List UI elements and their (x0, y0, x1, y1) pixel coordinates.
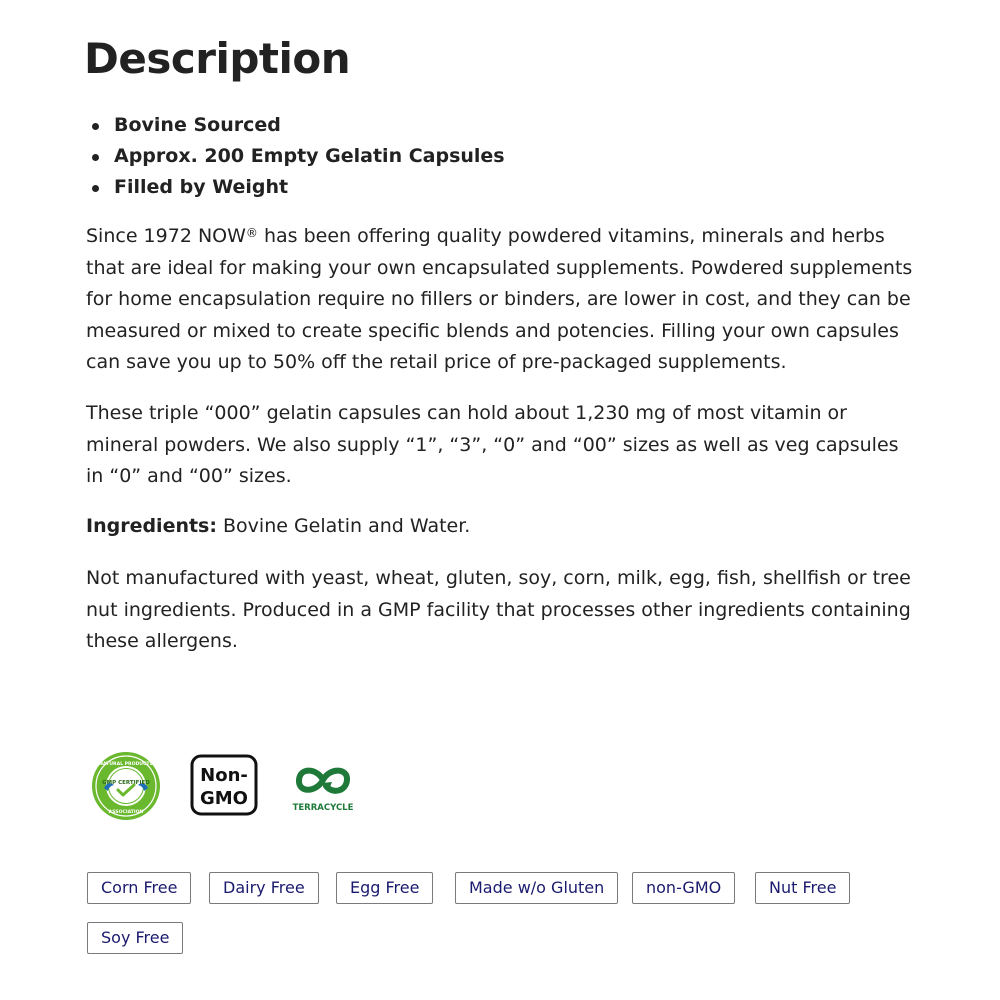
non-gmo-line1: Non- (200, 765, 248, 786)
tag-soy-free[interactable]: Soy Free (87, 922, 183, 954)
gmp-seal-text-bottom: ASSOCIATION (108, 810, 144, 815)
capsule-size-paragraph: These triple “000” gelatin capsules can hold about 1,230 mg of most vitamin or mineral powders. We also supply “1”, “3”, “0” and “00” sizes as well as veg capsules in “0” and “00” sizes. (86, 402, 899, 487)
feature-list (86, 110, 916, 203)
tag-egg-free[interactable]: Egg Free (336, 872, 433, 904)
terracycle-logo-icon (286, 758, 360, 814)
feature-item: Bovine Sourced (86, 110, 916, 141)
tag-non-gmo[interactable]: non-GMO (632, 872, 735, 904)
history-text-rest: has been offering quality powdered vitamins, minerals and herbs that are ideal for making your own encapsulated supplements. Powdered supplements for home encapsulation require no fillers or binders, are lower in cost, and they can be measured or mixed to create specific blends and potencies. Filling your own capsules can save you up to 50% off the retail price of pre-packaged supplements. (86, 225, 913, 373)
non-gmo-line2: GMO (200, 788, 248, 809)
feature-item: Filled by Weight (86, 172, 916, 203)
tag-dairy-free[interactable]: Dairy Free (209, 872, 319, 904)
ingredients-label: Ingredients: (86, 515, 217, 537)
tag-made-without-gluten[interactable]: Made w/o Gluten (455, 872, 618, 904)
tag-corn-free[interactable]: Corn Free (87, 872, 191, 904)
ingredients-paragraph (86, 511, 916, 543)
tag-nut-free[interactable]: Nut Free (755, 872, 850, 904)
gmp-certified-seal-icon (90, 750, 162, 822)
description-heading: Description (84, 34, 351, 83)
history-paragraph (86, 221, 916, 379)
terracycle-label: TERRACYCLE (292, 803, 354, 813)
allergen-paragraph: Not manufactured with yeast, wheat, gluten, soy, corn, milk, egg, fish, shellfish or tree nut ingredients. Produced in a GMP facility that processes other ingredients containing these allergens. (86, 567, 911, 652)
ingredients-text: Bovine Gelatin and Water. (216, 515, 471, 537)
registered-mark: ® (245, 226, 258, 240)
gmp-seal-text-ring: NATURAL PRODUCTS (99, 762, 153, 767)
feature-item: Approx. 200 Empty Gelatin Capsules (86, 141, 916, 172)
history-text-start: Since 1972 NOW (86, 225, 246, 247)
gmp-seal-text-top: GMP CERTIFIED (102, 780, 150, 786)
non-gmo-badge-icon (190, 754, 258, 816)
